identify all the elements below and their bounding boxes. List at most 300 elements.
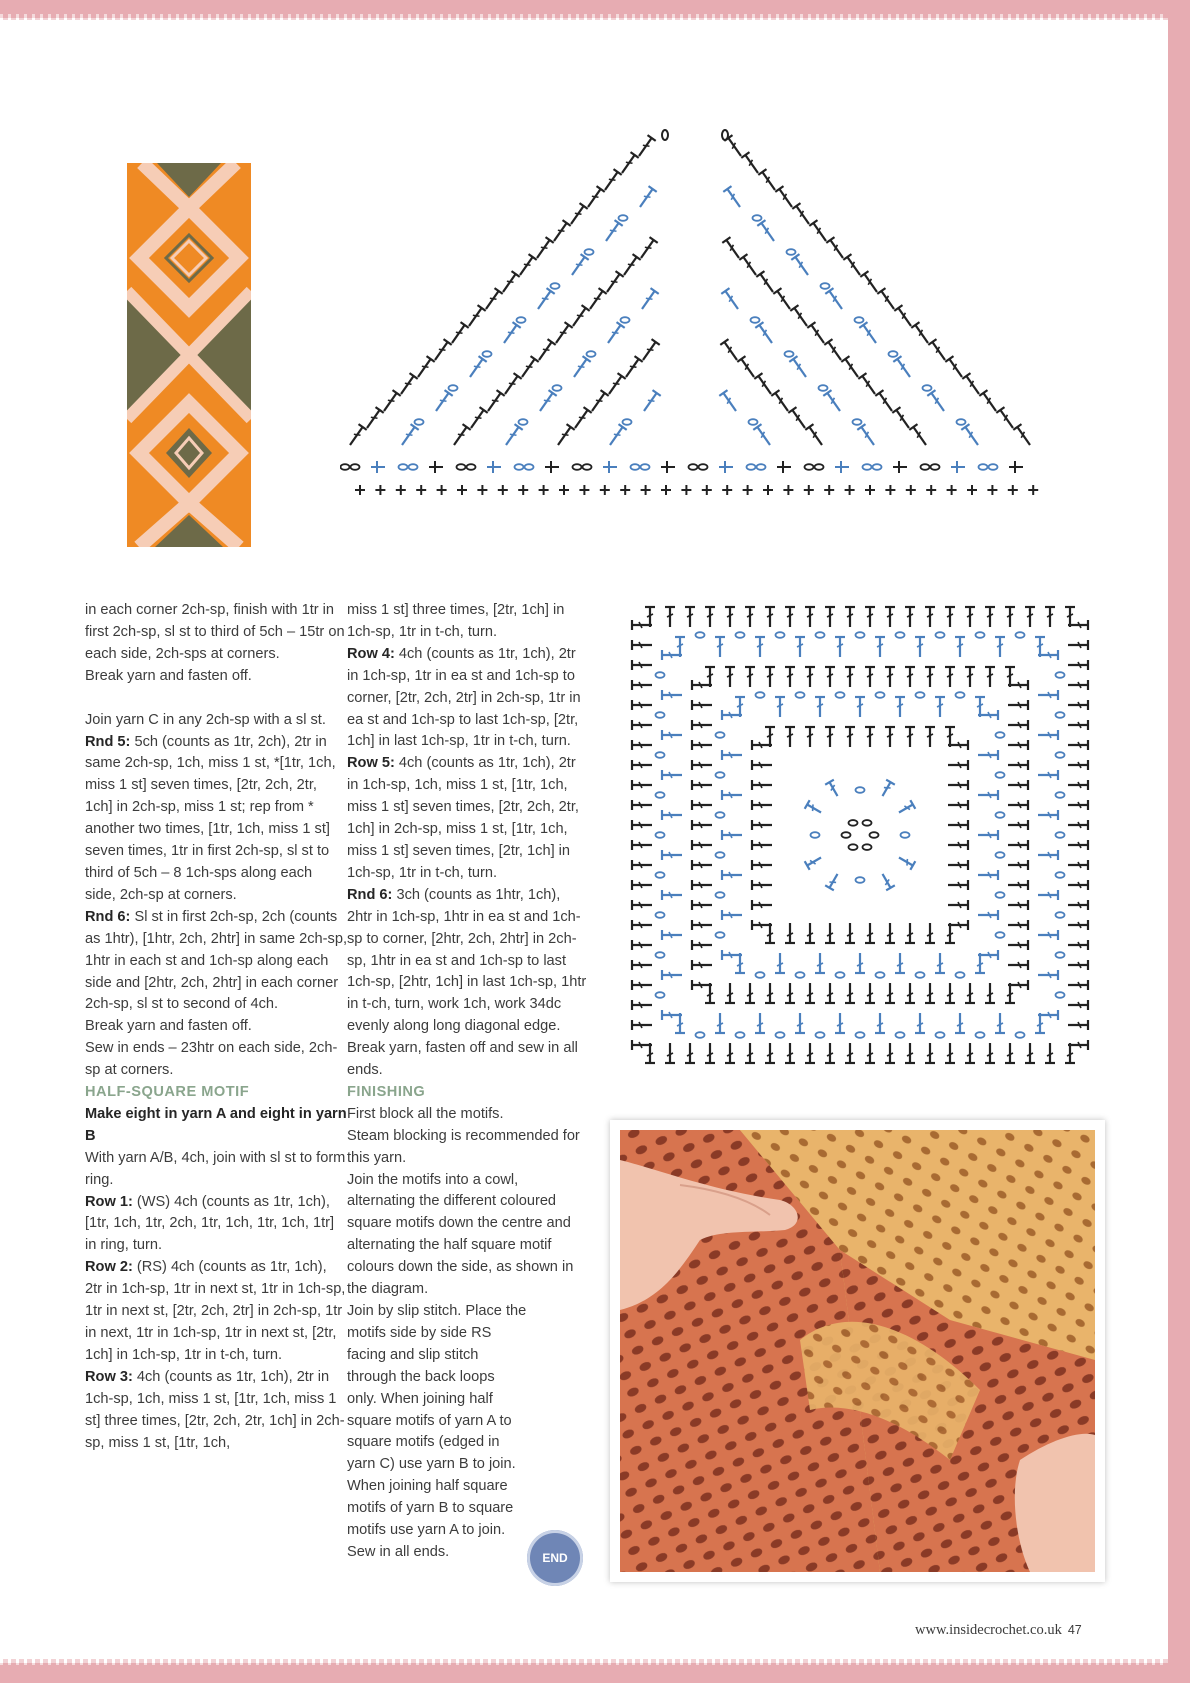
round-label: Rnd 5: (85, 733, 131, 750)
treble-stitch (885, 1043, 895, 1063)
chain-stitch (621, 317, 630, 323)
chain-stitch (1056, 832, 1065, 838)
treble-stitch (622, 356, 643, 380)
chain-stitch (585, 249, 594, 255)
stitch-bar (599, 288, 607, 294)
treble-stitch (985, 983, 995, 1003)
treble-stitch (815, 953, 825, 973)
stitch-bar (614, 169, 622, 175)
stitch-bar (892, 407, 900, 413)
chain-stitch (656, 872, 665, 878)
stitch-bar (548, 339, 556, 345)
stitch-stem (864, 274, 877, 292)
treble-stitch (857, 424, 878, 448)
chain-stitch (619, 215, 628, 221)
treble-stitch (1005, 607, 1015, 627)
chain-stitch (525, 464, 534, 470)
treble-stitch (855, 953, 865, 973)
chain-stitch (856, 1032, 865, 1038)
treble-stitch (586, 288, 607, 312)
chain-stitch (856, 877, 865, 883)
chain-stitch (716, 892, 725, 898)
stitch-bar (650, 237, 658, 243)
stitch-stem (558, 427, 571, 445)
treble-stitch (1008, 780, 1028, 790)
treble-stitch (978, 790, 998, 800)
paragraph: Join yarn C in any 2ch-sp with a sl st. (85, 711, 326, 728)
stitch-stem (642, 291, 655, 309)
chain-stitch (776, 632, 785, 638)
stitch-stem (454, 427, 467, 445)
treble-stitch (965, 1043, 975, 1063)
chain-stitch (656, 752, 665, 758)
stitch-bar (841, 356, 849, 362)
treble-stitch (765, 667, 775, 687)
treble-stitch (845, 607, 855, 627)
stitch-stem (571, 206, 584, 224)
chain-stitch (855, 317, 864, 323)
stitch-stem (610, 427, 623, 445)
stitch-bar (461, 322, 469, 328)
chain-stitch (415, 419, 424, 425)
top-border (0, 14, 1168, 20)
stitch-stem (622, 155, 635, 173)
treble-stitch (692, 800, 712, 810)
round-label: Rnd 6: (85, 908, 131, 925)
row-3 (85, 1367, 347, 1455)
chain-stitch (896, 632, 905, 638)
chain-stitch (656, 992, 665, 998)
treble-stitch (752, 780, 772, 790)
stitch-bar (410, 373, 418, 379)
treble-stitch (805, 923, 815, 943)
stitch-bar (651, 288, 659, 294)
treble-stitch (640, 390, 661, 414)
treble-stitch (725, 983, 735, 1003)
stitch-bar (824, 339, 832, 345)
stitch-bar (567, 424, 575, 430)
treble-stitch (893, 356, 914, 380)
chain-stitch (696, 1032, 705, 1038)
treble-stitch (745, 983, 755, 1003)
treble-stitch (1068, 960, 1088, 970)
treble-stitch (825, 288, 846, 312)
treble-stitch (632, 860, 652, 870)
stitch-bar (478, 305, 486, 311)
treble-stitch (825, 727, 835, 747)
chain-stitch (641, 464, 650, 470)
treble-stitch (745, 607, 755, 627)
treble-stitch (636, 186, 657, 210)
treble-stitch (632, 1020, 652, 1030)
row-text: (WS) 4ch (counts as 1tr, 1ch), [1tr, 1ch, 1tr, 2ch, 1tr, 1ch, 1tr, 1ch, 1tr] in ring, turn. (85, 1193, 335, 1254)
stitch-bar (720, 339, 728, 345)
stitch-bar (945, 356, 953, 362)
stitch-stem (931, 393, 944, 411)
stitch-stem (606, 223, 619, 241)
chain-stitch (876, 972, 885, 978)
treble-stitch (865, 983, 875, 1003)
stitch-stem (847, 257, 860, 275)
treble-stitch (602, 220, 623, 244)
treble-stitch (534, 288, 555, 312)
treble-stitch (865, 607, 875, 627)
treble-stitch (905, 667, 915, 687)
row-label: Row 5: (347, 755, 395, 772)
stitch-bar (754, 373, 762, 379)
round-5 (85, 732, 347, 907)
treble-stitch (1038, 690, 1058, 700)
stitch-stem (983, 393, 996, 411)
stitch-stem (590, 291, 603, 309)
treble-stitch (805, 607, 815, 627)
treble-stitch (692, 860, 712, 870)
cowl-colour-strip (127, 163, 251, 547)
stitch-bar (809, 220, 817, 226)
stitch-stem (725, 291, 738, 309)
chain-stitch (842, 832, 851, 838)
treble-stitch (363, 407, 384, 431)
stitch-stem (828, 342, 841, 360)
treble-stitch (805, 727, 815, 747)
treble-stitch (1013, 424, 1034, 448)
stitch-stem (639, 138, 652, 156)
chain-stitch (976, 1032, 985, 1038)
stitch-stem (807, 805, 821, 813)
chain-stitch (796, 972, 805, 978)
stitch-stem (813, 223, 826, 241)
stitch-stem (862, 376, 875, 394)
chain-stitch (749, 419, 758, 425)
stitch-bar (376, 407, 384, 413)
treble-stitch (785, 983, 795, 1003)
treble-stitch (662, 810, 682, 820)
stitch-stem (401, 376, 414, 394)
stitch-stem (470, 359, 483, 377)
treble-stitch (603, 271, 624, 295)
chain-stitch (856, 787, 865, 793)
treble-stitch (948, 800, 968, 810)
stitch-stem (757, 427, 770, 445)
treble-stitch (785, 727, 795, 747)
paragraph: Break yarn, fasten off and sew in all ends. (347, 1040, 578, 1079)
round-6 (85, 907, 347, 1017)
stitch-stem (932, 342, 945, 360)
treble-stitch (905, 983, 915, 1003)
stitch-stem (607, 274, 620, 292)
cowl-photo (620, 1130, 1095, 1572)
stitch-stem (830, 874, 838, 888)
paragraph: Sew in ends – 23htr on each side, 2ch-sp at corners. (85, 1040, 338, 1079)
treble-stitch (482, 288, 503, 312)
stitch-bar (444, 339, 452, 345)
treble-stitch (791, 254, 812, 278)
treble-stitch (845, 983, 855, 1003)
chain-stitch (776, 1032, 785, 1038)
treble-stitch (715, 637, 725, 657)
treble-stitch (692, 700, 712, 710)
stitch-bar (723, 186, 731, 192)
stitch-stem (640, 189, 653, 207)
stitch-stem (643, 342, 656, 360)
chain-stitch (747, 464, 756, 470)
treble-stitch (632, 820, 652, 830)
treble-stitch (465, 305, 486, 329)
chain-stitch (1056, 952, 1065, 958)
treble-stitch (720, 339, 741, 363)
treble-stitch (722, 237, 743, 261)
treble-stitch (500, 322, 521, 346)
treble-stitch (825, 607, 835, 627)
stitch-stem (793, 359, 806, 377)
treble-stitch (948, 760, 968, 770)
stitch-bar (807, 322, 815, 328)
treble-stitch (985, 667, 995, 687)
stitch-bar (582, 305, 590, 311)
stitch-bar (860, 271, 868, 277)
chain-stitch (1056, 672, 1065, 678)
treble-stitch (765, 607, 775, 627)
treble-stitch (965, 607, 975, 627)
treble-stitch (568, 254, 589, 278)
treble-stitch (632, 720, 652, 730)
stitch-stem (540, 393, 553, 411)
chain-stitch (351, 464, 360, 470)
chain-stitch (716, 732, 725, 738)
treble-stitch (1008, 940, 1028, 950)
treble-stitch (467, 407, 488, 431)
chain-stitch (573, 464, 582, 470)
stitch-stem (724, 342, 737, 360)
treble-stitch (945, 667, 955, 687)
chain-stitch (849, 820, 858, 826)
chain-stitch (979, 464, 988, 470)
round-6 (347, 885, 587, 1038)
chain-stitch (756, 692, 765, 698)
stitch-stem (505, 376, 518, 394)
stitch-stem (554, 223, 567, 241)
chain-stitch (722, 130, 728, 140)
treble-stitch (878, 871, 895, 890)
treble-stitch (826, 237, 847, 261)
treble-stitch (785, 607, 795, 627)
treble-stitch (845, 667, 855, 687)
chain-stitch (805, 464, 814, 470)
chain-stitch (957, 419, 966, 425)
chain-stitch (449, 385, 458, 391)
stitch-stem (796, 206, 809, 224)
treble-stitch (925, 1043, 935, 1063)
chain-stitch (623, 419, 632, 425)
chain-stitch (587, 351, 596, 357)
treble-stitch (535, 339, 556, 363)
treble-stitch (935, 697, 945, 717)
stitch-bar (858, 373, 866, 379)
stitch-bar (911, 322, 919, 328)
treble-stitch (978, 870, 998, 880)
chain-stitch (785, 351, 794, 357)
treble-stitch (571, 407, 592, 431)
chain-stitch (699, 464, 708, 470)
treble-stitch (741, 152, 762, 176)
stitch-bar (546, 237, 554, 243)
stitch-stem (807, 858, 821, 866)
treble-stitch (859, 322, 880, 346)
treble-stitch (825, 780, 842, 799)
stitch-stem (592, 393, 605, 411)
bottom-border-edge (0, 1659, 1168, 1665)
row-2 (85, 1257, 347, 1367)
stitch-stem (384, 393, 397, 411)
treble-stitch (805, 800, 824, 817)
stitch-bar (359, 424, 367, 430)
chain-stitch (517, 317, 526, 323)
treble-stitch (632, 900, 652, 910)
chain-stitch (1016, 632, 1025, 638)
chain-stitch (921, 464, 930, 470)
stitch-bar (653, 390, 661, 396)
treble-stitch (978, 910, 998, 920)
stitch-bar (616, 271, 624, 277)
stitch-bar (529, 254, 537, 260)
stitch-bar (531, 356, 539, 362)
paragraph: Steam blocking is recommended for this yarn. (347, 1127, 580, 1166)
chain-stitch (341, 464, 350, 470)
chain-stitch (656, 952, 665, 958)
stitch-stem (743, 257, 756, 275)
treble-stitch (911, 322, 932, 346)
treble-stitch (858, 373, 879, 397)
row-label: Row 1: (85, 1193, 133, 1210)
treble-stitch (518, 356, 539, 380)
treble-stitch (755, 322, 776, 346)
stitch-stem (827, 393, 840, 411)
treble-stitch (722, 910, 742, 920)
treble-stitch (845, 923, 855, 943)
treble-stitch (722, 830, 742, 840)
stitch-stem (965, 427, 978, 445)
treble-stitch (753, 424, 774, 448)
stitch-bar (843, 254, 851, 260)
treble-stitch (692, 840, 712, 850)
row-1 (85, 1192, 347, 1258)
treble-stitch (979, 390, 1000, 414)
stitch-bar (584, 407, 592, 413)
square-motif-chart (610, 585, 1110, 1085)
stitch-bar (393, 390, 401, 396)
treble-stitch (1038, 970, 1058, 980)
treble-stitch (928, 339, 949, 363)
treble-stitch (588, 390, 609, 414)
chain-stitch (551, 283, 560, 289)
treble-stitch (499, 271, 520, 295)
paragraph: in each corner 2ch-sp, finish with 1tr in first 2ch-sp, sl st to third of 5ch – 15tr on each side, 2ch-sps at corners. (85, 602, 345, 662)
treble-stitch (948, 860, 968, 870)
treble-stitch (584, 186, 605, 210)
treble-stitch (1008, 860, 1028, 870)
chain-stitch (836, 692, 845, 698)
stitch-bar (875, 390, 883, 396)
treble-stitch (948, 880, 968, 890)
treble-stitch (789, 356, 810, 380)
treble-stitch (1008, 800, 1028, 810)
section-heading: FINISHING (347, 1083, 426, 1100)
section-heading: HALF-SQUARE MOTIF (85, 1084, 250, 1101)
stitch-bar (618, 373, 626, 379)
stitch-stem (913, 427, 926, 445)
stitch-stem (759, 325, 772, 343)
treble-stitch (790, 305, 811, 329)
stitch-stem (899, 805, 913, 813)
treble-stitch (632, 740, 652, 750)
treble-stitch (638, 288, 659, 312)
stitch-bar (514, 373, 522, 379)
treble-stitch (550, 220, 571, 244)
treble-stitch (945, 607, 955, 627)
treble-stitch (620, 254, 641, 278)
treble-stitch (605, 373, 626, 397)
stitch-stem (761, 223, 774, 241)
treble-stitch (825, 871, 842, 890)
treble-stitch (905, 1043, 915, 1063)
stitch-stem (605, 172, 618, 190)
stitch-stem (522, 359, 535, 377)
treble-stitch (1008, 720, 1028, 730)
chain-stitch (656, 912, 665, 918)
stitch-bar (790, 305, 798, 311)
stitch-bar (719, 390, 727, 396)
stitch-bar (894, 305, 902, 311)
treble-stitch (824, 339, 845, 363)
chain-stitch (989, 464, 998, 470)
treble-stitch (705, 607, 715, 627)
stitch-bar (512, 271, 520, 277)
row-5 (347, 753, 587, 884)
treble-stitch (915, 637, 925, 657)
chain-stitch (863, 820, 872, 826)
chain-stitch (996, 812, 1005, 818)
treble-stitch (1068, 900, 1088, 910)
treble-stitch (773, 288, 794, 312)
stitch-stem (758, 376, 771, 394)
treble-stitch (1008, 960, 1028, 970)
treble-stitch (895, 697, 905, 717)
treble-stitch (1068, 700, 1088, 710)
chain-stitch (996, 852, 1005, 858)
treble-stitch (785, 923, 795, 943)
chain-stitch (736, 632, 745, 638)
page-number: 47 (1067, 1623, 1082, 1637)
stitch-stem (350, 427, 363, 445)
chain-stitch (736, 1032, 745, 1038)
treble-stitch (885, 727, 895, 747)
treble-stitch (632, 880, 652, 890)
chain-stitch (716, 932, 725, 938)
treble-stitch (843, 254, 864, 278)
treble-stitch (757, 220, 778, 244)
treble-stitch (1008, 820, 1028, 830)
treble-stitch (775, 953, 785, 973)
treble-stitch (835, 637, 845, 657)
stitch-bar (480, 407, 488, 413)
stitch-bar (877, 288, 885, 294)
subheading: Make eight in yarn A and eight in yarn B (85, 1105, 347, 1144)
treble-stitch (965, 983, 975, 1003)
treble-stitch (1068, 800, 1088, 810)
chain-stitch (916, 692, 925, 698)
stitch-bar (737, 356, 745, 362)
chain-stitch (756, 972, 765, 978)
